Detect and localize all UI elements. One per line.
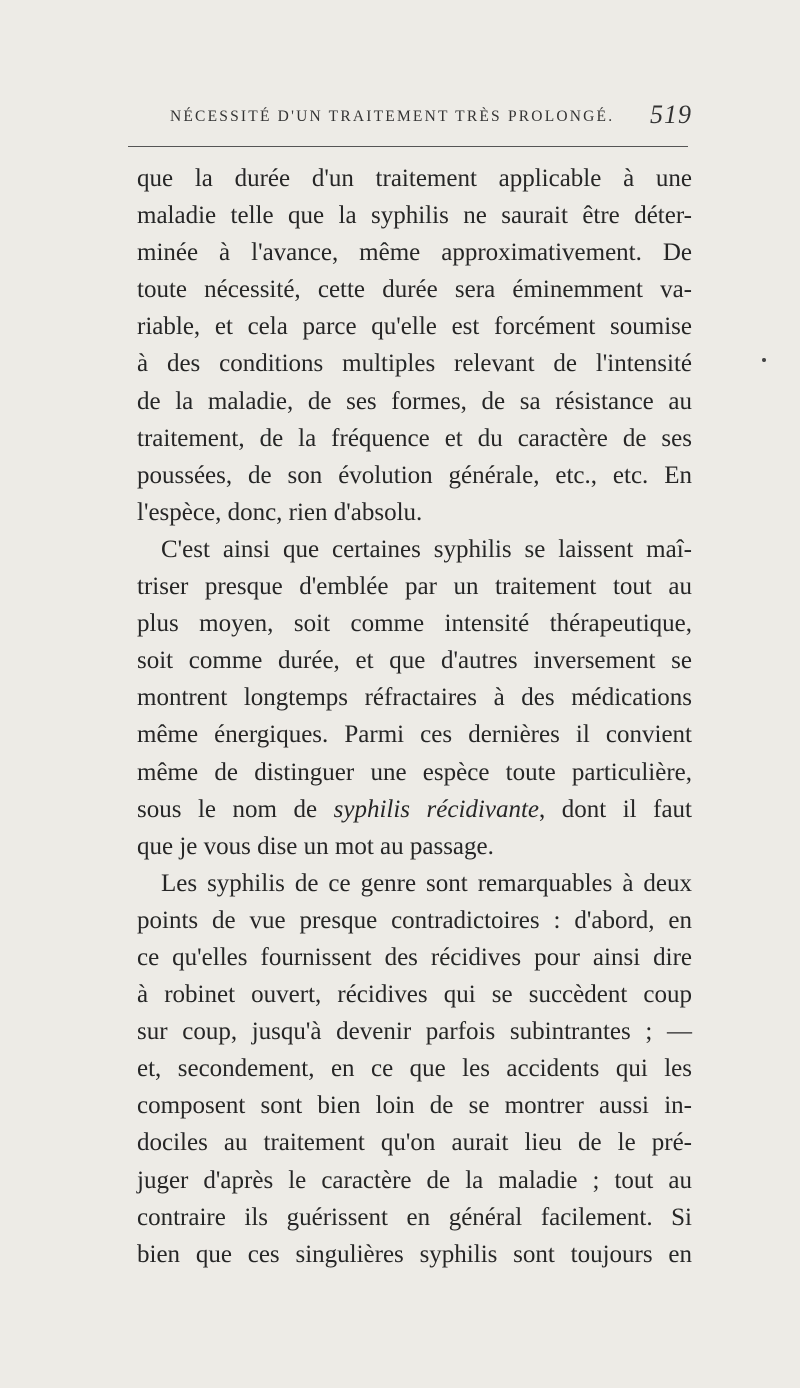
text-line: points de vue presque contradictoires : d'abord, en bbox=[137, 906, 692, 934]
body-text bbox=[137, 160, 692, 1273]
header-rule bbox=[128, 146, 688, 147]
paragraph-1 bbox=[137, 160, 692, 531]
text-line: soit comme durée, et que d'autres inversement se bbox=[137, 647, 692, 675]
text-line: que je vous dise un mot au passage. bbox=[137, 832, 494, 860]
text-line: sur coup, jusqu'à devenir parfois subintrantes ; — bbox=[137, 1018, 692, 1046]
text-line: même de distinguer une espèce toute particulière, bbox=[137, 758, 692, 786]
paragraph-2 bbox=[137, 531, 692, 865]
text-line: à robinet ouvert, récidives qui se succèdent coup bbox=[137, 981, 692, 1009]
text-line: de la maladie, de ses formes, de sa résistance au bbox=[137, 387, 692, 415]
text-line: contraire ils guérissent en général facilement. Si bbox=[137, 1203, 692, 1231]
text-line: plus moyen, soit comme intensité thérapeutique, bbox=[137, 610, 692, 638]
text-line: maladie telle que la syphilis ne saurait être déter- bbox=[137, 202, 692, 230]
text-line: toute nécessité, cette durée sera éminemment va- bbox=[137, 276, 692, 304]
text-line: que la durée d'un traitement applicable à une bbox=[137, 165, 692, 192]
text-line: et, secondement, en ce que les accidents qui les bbox=[137, 1055, 692, 1083]
text-line: ce qu'elles fournissent des récidives pour ainsi dire bbox=[137, 943, 692, 971]
text-line: riable, et cela parce qu'elle est forcément soumise bbox=[137, 313, 692, 341]
running-head bbox=[170, 100, 710, 140]
text-line: montrent longtemps réfractaires à des médications bbox=[137, 684, 692, 712]
text-line: Les syphilis de ce genre sont remarquables à deux bbox=[161, 869, 692, 897]
text-line: dociles au traitement qu'on aurait lieu de le pré- bbox=[137, 1129, 692, 1157]
margin-mark bbox=[762, 358, 766, 362]
text-line: triser presque d'emblée par un traitement tout au bbox=[137, 573, 692, 601]
text-line: à des conditions multiples relevant de l'intensité bbox=[137, 350, 692, 378]
text-line: bien que ces singulières syphilis sont toujours en bbox=[137, 1240, 692, 1268]
text-line: l'espèce, donc, rien d'absolu. bbox=[137, 498, 423, 526]
text-line: composent sont bien loin de se montrer aussi in- bbox=[137, 1092, 692, 1120]
text-line-with-italic bbox=[137, 791, 692, 828]
text-segment: , dont il faut bbox=[539, 795, 693, 823]
text-line: C'est ainsi que certaines syphilis se laissent maî- bbox=[161, 535, 692, 563]
paragraph-3 bbox=[137, 865, 692, 1273]
text-line: minée à l'avance, même approximativement. De bbox=[137, 239, 692, 267]
text-segment: sous le nom de bbox=[137, 795, 334, 823]
page-number: 519 bbox=[650, 100, 692, 129]
text-line: même énergiques. Parmi ces dernières il convient bbox=[137, 721, 692, 749]
running-head-title: NÉCESSITÉ D'UN TRAITEMENT TRÈS PROLONGÉ. bbox=[170, 108, 615, 125]
text-line: poussées, de son évolution générale, etc., etc. En bbox=[137, 461, 692, 489]
text-line: juger d'après le caractère de la maladie ; tout au bbox=[137, 1166, 692, 1194]
italic-term: syphilis récidivante bbox=[333, 795, 539, 823]
text-line: traitement, de la fréquence et du caractère de ses bbox=[137, 424, 692, 452]
